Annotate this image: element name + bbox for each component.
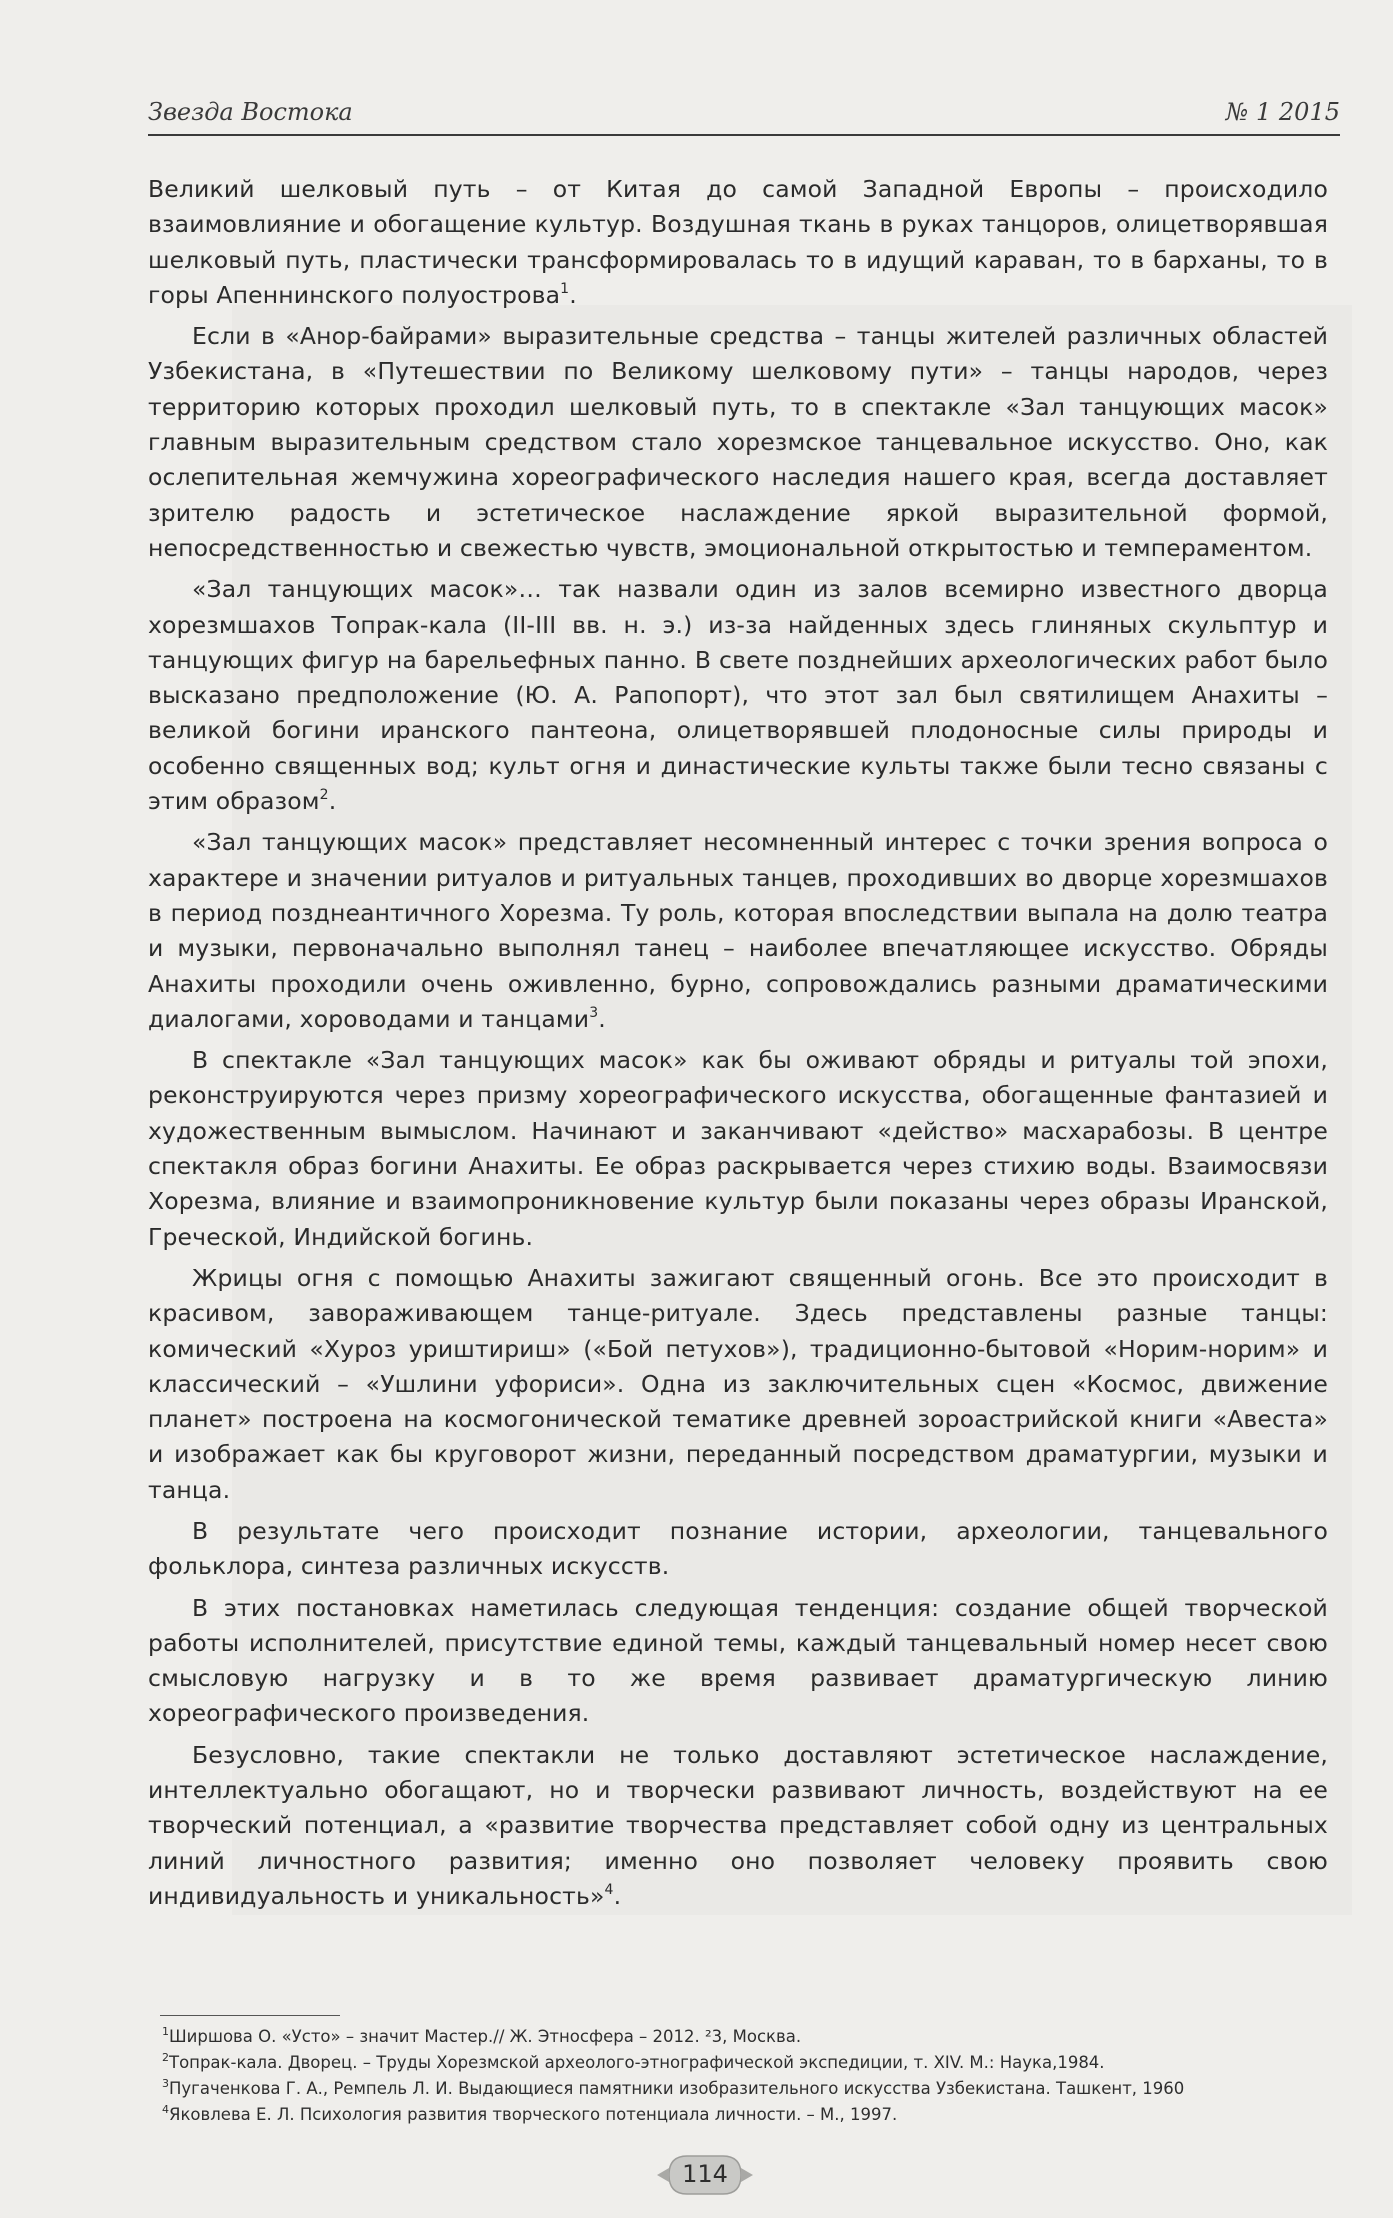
- page-number: 114: [682, 2160, 728, 2188]
- footnote: $^2$Топрак-кала. Дворец. – Труды Хорезмской археолого-этнографической экспедиции, т. XIV. М.: Наука,1984.: [162, 2050, 1105, 2072]
- page-number-badge: [655, 2150, 755, 2200]
- journal-title: Звезда Востока: [148, 98, 353, 126]
- running-header: [148, 98, 1340, 136]
- footnote-ref: 3: [589, 1005, 599, 1021]
- issue-number: № 1 2015: [1225, 98, 1340, 126]
- paragraph: Безусловно, такие спектакли не только доставляют эстетическое наслаждение, интеллектуально обогащают, но и творчески развивают личность, воздействуют на ее творческий потенциал, а «развитие творчества представляет собой одну из центральных линий личностного развития; именно оно позволяет человеку проявить свою индивидуальность и уникальность»$^4$.: [148, 1740, 1328, 1910]
- footnotes: [162, 2024, 1312, 2128]
- paragraph: В результате чего происходит познание истории, археологии, танцевального фольклора, синтеза различных искусств.: [148, 1516, 1328, 1581]
- footnote-divider: [160, 2015, 340, 2016]
- footnote-ref: 2: [319, 787, 329, 804]
- footnote: $^1$Ширшова О. «Усто» – значит Мастер.// Ж. Этносфера – 2012. ²3, Москва.: [162, 2024, 802, 2046]
- paragraph: Если в «Анор-байрами» выразительные средства – танцы жителей различных областей Узбекистана, в «Путешествии по Великому шелковому пути» – танцы народов, через территорию которых проходил шелковый путь, то в спектакле «Зал танцующих масок» главным выразительным средством стало хорезмское танцевальное искусство. Оно, как ослепительная жемчужина хореографического наследия нашего края, всегда доставляет зрителю радость и эстетическое наслаждение яркой выразительной формой, непосредственностью и свежестью чувств, эмоциональной открытостью и темпераментом.: [148, 322, 1328, 562]
- paragraph: Жрицы огня с помощью Анахиты зажигают священный огонь. Все это происходит в красивом, завораживающем танце-ритуале. Здесь представлены разные танцы: комический «Хуроз уриштириш» («Бой петухов»), традиционно-бытовой «Норим-норим» и классический – «Ушлини уфориси». Одна из заключительных сцен «Космос, движение планет» построена на космогонической тематике древней зороастрийской книги «Авеста» и изображает как бы круговорот жизни, переданный посредством драматургии, музыки и танца.: [148, 1263, 1328, 1504]
- paragraph: Великий шелковый путь – от Китая до самой Западной Европы – происходило взаимовлияние и обогащение культур. Воздушная ткань в руках танцоров, олицетворявшая шелковый путь, пластически трансформировалась то в идущий караван, то в барханы, то в горы Апеннинского полуострова$^1$.: [148, 175, 1328, 309]
- footnote: $^4$Яковлева Е. Л. Психология развития творческого потенциала личности. – М., 1997.: [162, 2102, 898, 2124]
- paragraph: «Зал танцующих масок»… так назвали один из залов всемирно известного дворца хорезмшахов Топрак-кала (II-III вв. н. э.) из-за найденных здесь глиняных скульптур и танцующих фигур на барельефных панно. В свете позднейших археологических работ было высказано предположение (Ю. А. Рапопорт), что этот зал был святилищем Анахиты – великой богини иранского пантеона, олицетворявшей плодоносные силы природы и особенно священных вод; культ огня и династические культы также были тесно связаны с этим образом$^2$.: [148, 575, 1328, 816]
- footnote-ref: 4: [604, 1882, 614, 1899]
- paragraph: В этих постановках наметилась следующая тенденция: создание общей творческой работы исполнителей, присутствие единой темы, каждый танцевальный номер несет свою смысловую нагрузку и в то же время развивает драматургическую линию хореографического произведения.: [148, 1593, 1328, 1728]
- article-body: [148, 172, 1328, 1920]
- footnote-ref: 1: [560, 281, 570, 298]
- paragraph: «Зал танцующих масок» представляет несомненный интерес с точки зрения вопроса о характере и значении ритуалов и ритуальных танцев, проходивших во дворце хорезмшахов в период позднеантичного Хорезма. Ту роль, которая впоследствии выпала на долю театра и музыки, первоначально выполнял танец – наиболее впечатляющее искусство. Обряды Анахиты проходили очень оживленно, бурно, сопровождались разными драматическими диалогами, хороводами и танцами$^3$.: [148, 828, 1328, 1033]
- paragraph: В спектакле «Зал танцующих масок» как бы оживают обряды и ритуалы той эпохи, реконструируются через призму хореографического искусства, обогащенные фантазией и художественным вымыслом. Начинают и заканчивают «действо» масхарабозы. В центре спектакля образ богини Анахиты. Ее образ раскрывается через стихию воды. Взаимосвязи Хорезма, влияние и взаимопроникновение культур были показаны через образы Иранской, Греческой, Индийской богинь.: [148, 1046, 1328, 1251]
- footnote: $^3$Пугаченкова Г. А., Ремпель Л. И. Выдающиеся памятники изобразительного искусства Узбекистана. Ташкент, 1960: [162, 2076, 1185, 2098]
